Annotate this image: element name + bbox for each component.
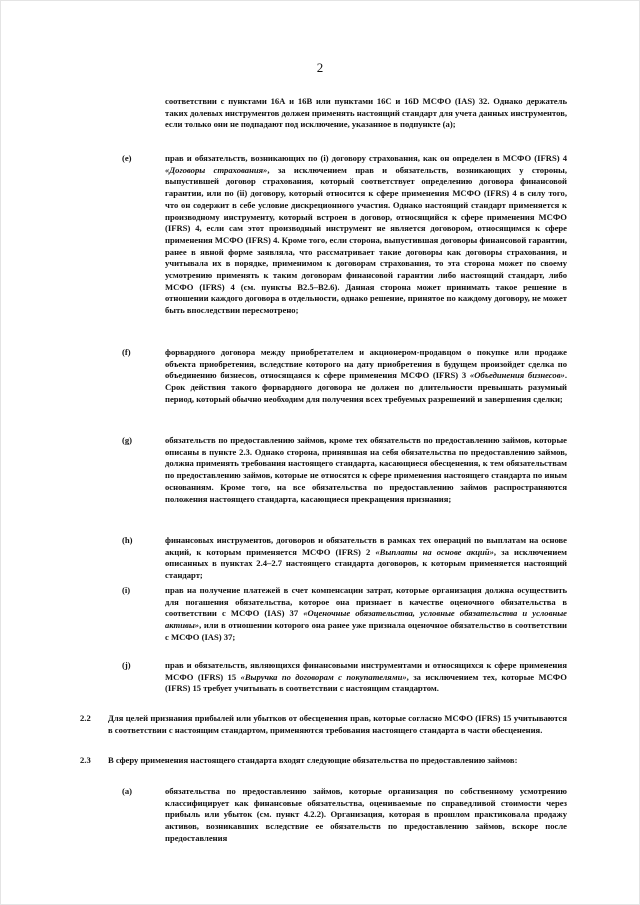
item-g-text-part: обязательств по предоставлению займов, кроме тех обязательств по предоставлению займов, которые описаны в пункте 2.3. Однако сторона, принявшая на себя обязательства по предоставлению займов, должна применять требования настоящего стандарта, касающиеся обесценения, к тем обязательствам по предоставлению займов, которые не относятся к сфере применения настоящего стандарта по иным основаниям. Кроме того, на все обязательства по предоставлению займов распространяются положения настоящего стандарта, касающиеся прекращения признания; <box>165 435 567 504</box>
item-g-text <box>165 435 567 505</box>
item-e-text <box>165 153 567 317</box>
item-marker-e: (e) <box>122 153 132 163</box>
item-marker-f: (f) <box>122 347 131 357</box>
item-f-italic-title: «Объединения бизнесов» <box>469 370 565 381</box>
item-h-text <box>165 535 567 582</box>
paragraph-number-2-2: 2.2 <box>80 713 91 723</box>
item-j-text-part: прав и обязательств, являющихся финансовыми инструментами и относящихся к сфере применения МСФО (IFRS) 15 <box>165 660 567 682</box>
item-a-text: обязательства по предоставлению займов, которые организация по собственному усмотрению классифицирует как финансовые обязательства, оцениваемые по справедливой стоимости через прибыль или убыток (см. пункт 4.2.2). Организация, которая в прошлом практиковала продажу активов, возникавших вследствие ее обязательств по предоставлению займов, вскоре после предоставления <box>165 786 567 843</box>
item-i-text-part: прав на получение платежей в счет компенсации затрат, которые организация должна осуществить для погашения обязательства, которое она признает в качестве оценочного обязательства в соответствии с МСФО (IAS) 37 <box>165 585 567 619</box>
item-e-text-part: , за исключением прав и обязательств, возникающих у стороны, выпустившей договор страхования, который соответствует определению договора финансовой гарантии, или по (ii) договору, который относится к сфере применения МСФО (IFRS) 4 в силу того, что он содержит в себе условие дискреционного участия. Однако настоящий стандарт применяется к производному инструменту, который встроен в договор, относящийся к сфере применения МСФО (IFRS) 4, если сам этот производный инструмент не является договором, относящимся к сфере применения МСФО (IFRS) 4. Кроме того, если сторона, выпустившая договоры финансовой гарантии, ранее в явной форме заявляла, что рассматривает такие договоры как договоры страхования, и учитывала их в порядке, применимом к договорам страхования, то эта сторона может по своему усмотрению применять к таким договорам финансовой гарантии либо настоящий стандарт, либо МСФО (IFRS) 4 (см. пункты В2.5–В2.6). Данная сторона может принимать такое решение в отношении каждого договора в отдельности, однако решение, принятое по каждому договору, не может быть впоследствии пересмотрено; <box>165 164 567 316</box>
item-h-italic-title: «Выплаты на основе акций» <box>375 546 494 557</box>
item-e-text-part: прав и обязательств, возникающих по (i) договору страхования, как он определен в МСФО (IFRS) 4 <box>165 153 567 163</box>
item-h-text-part: финансовых инструментов, договоров и обязательств в рамках тех операций по выплатам на основе акций, к которым применяется МСФО (IFRS) 2 <box>165 535 567 557</box>
item-marker-i: (i) <box>122 585 131 595</box>
intro-paragraph: соответствии с пунктами 16А и 16В или пунктами 16С и 16D МСФО (IAS) 32. Однако держатель таких долевых инструментов должен применять настоящий стандарт для учета данных инструментов, если только они не подпадают под исключение, указанное в подпункте (a); <box>165 96 567 130</box>
item-j-text <box>165 660 567 695</box>
item-f-text-part: форвардного договора между приобретателем и акционером-продавцом о покупке или продаже объекта приобретения, вследствие которого на дату приобретения в будущем произойдет сделка по объединению бизнесов, относящаяся к сфере применения МСФО (IFRS) 3 <box>165 347 567 381</box>
item-i-text <box>165 585 567 644</box>
item-f-text-part: . Срок действия такого форвардного договора не должен по длительности превышать разумный период, который обычно необходим для получения всех требуемых разрешений и завершения сделки; <box>165 370 568 404</box>
page-number: 2 <box>316 60 324 75</box>
item-j-text-part: , за исключением тех, которые МСФО (IFRS) 15 требует учитывать в соответствии с настоящим стандартом. <box>165 671 567 694</box>
item-e-italic-title: «Договоры страхования» <box>165 164 268 175</box>
paragraph-number-2-3: 2.3 <box>80 755 91 765</box>
item-i-italic-title: «Оценочные обязательства, условные обязательства и условные активы» <box>165 608 567 631</box>
item-marker-h: (h) <box>122 535 133 545</box>
item-marker-g: (g) <box>122 435 133 445</box>
item-h-text-part: , за исключением описанных в пунктах 2.4–2.7 настоящего стандарта договоров, к которым применяется настоящий стандарт; <box>165 546 568 581</box>
item-i-text-part: , или в отношении которого она ранее уже признала оценочное обязательство в соответствии с МСФО (IAS) 37; <box>165 620 567 642</box>
paragraph-2-2-text: Для целей признания прибылей или убытков от обесценения прав, которые согласно МСФО (IFRS) 15 учитываются в соответствии с настоящим стандартом, применяются требования настоящего стандарта в части обесценения. <box>108 713 567 735</box>
item-marker-j: (j) <box>122 660 131 670</box>
item-marker-a: (a) <box>122 786 133 796</box>
item-f-text <box>165 347 567 406</box>
paragraph-2-3-text: В сферу применения настоящего стандарта входят следующие обязательства по предоставлению займов: <box>108 755 518 765</box>
item-j-italic-title: «Выручка по договорам с покупателями» <box>240 671 407 682</box>
